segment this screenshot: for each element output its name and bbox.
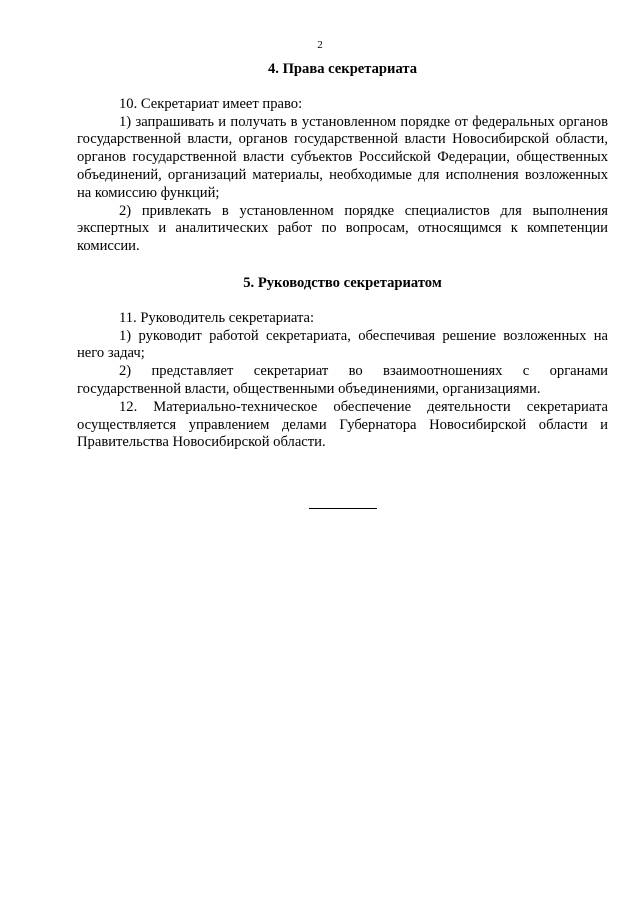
section-5-title: 5. Руководство секретариатом: [243, 274, 442, 291]
section-4-paragraph-item-2: 2) привлекать в установленном порядке специалистов для выполнения экспертных и аналитических работ по вопросам, относящимся к компетенции комиссии.: [77, 202, 608, 255]
end-separator-line: [309, 508, 377, 509]
section-4-paragraph-intro: 10. Секретариат имеет право:: [119, 95, 303, 112]
section-5-paragraph-12: 12. Материально-техническое обеспечение деятельности секретариата осуществляется управлением делами Губернатора Новосибирской области и Правительства Новосибирской области.: [77, 398, 608, 451]
document-body: [77, 61, 608, 452]
page-number: 2: [317, 39, 323, 51]
section-5-paragraph-intro: 11. Руководитель секретариата:: [119, 309, 315, 326]
section-4-paragraph-item-1: 1) запрашивать и получать в установленном порядке от федеральных органов государственной власти, органов государственной власти Новосибирской области, органов государственной власти субъектов Российской Федерации, общественных объединений, организаций материалы, необходимые для исполнения возложенных на комиссию функций;: [77, 113, 608, 201]
section-5-paragraph-item-2: 2) представляет секретариат во взаимоотношениях с органами государственной власти, общественными объединениями, организациями.: [77, 363, 608, 397]
section-4-title: 4. Права секретариата: [267, 61, 418, 77]
section-5-paragraph-item-1: 1) руководит работой секретариата, обеспечивая решение возложенных на него задач;: [77, 327, 608, 362]
